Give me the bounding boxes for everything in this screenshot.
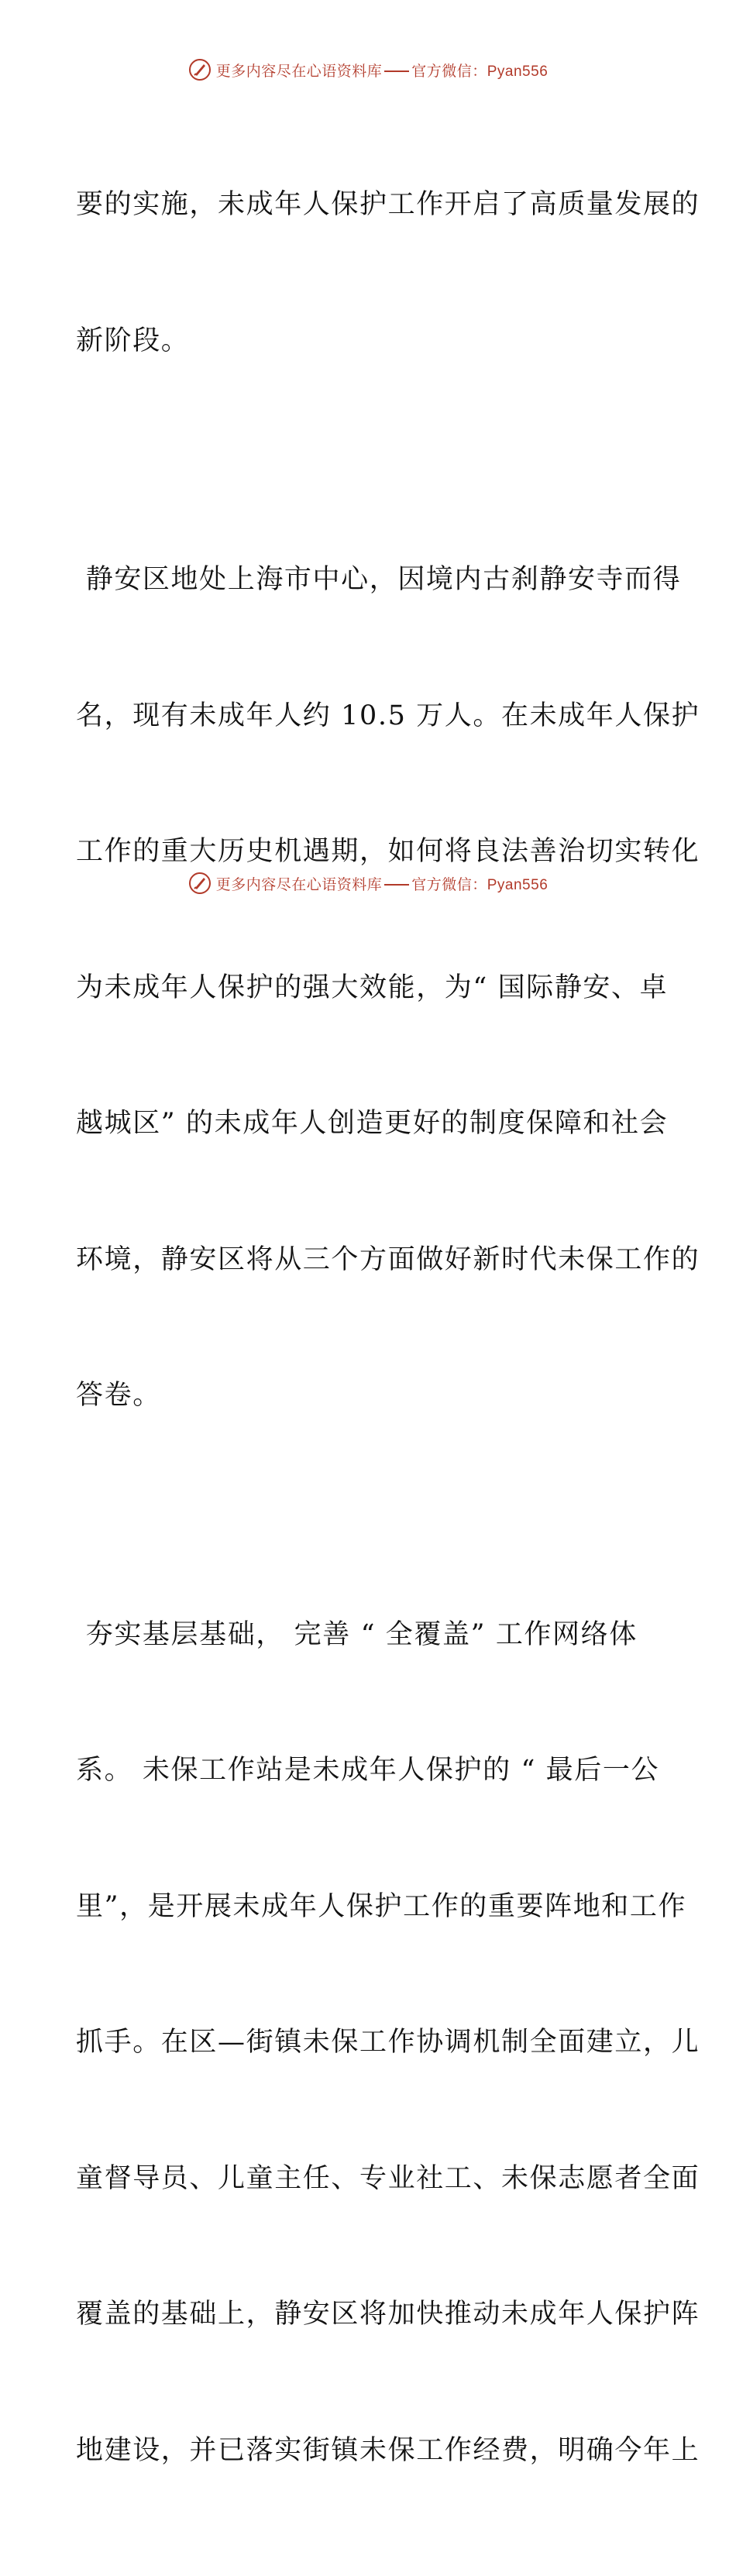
- text-line: 静安区地处上海市中心，因境内古刹静安寺而得: [76, 564, 682, 595]
- text-line: 工作的重大历史机遇期，如何将良法善治切实转化: [76, 836, 700, 867]
- text-line: 夯实基层基础， 完善 “ 全覆盖” 工作网络体: [76, 1618, 638, 1650]
- watermark-dash: [384, 884, 409, 886]
- text-line: 系。 未保工作站是未成年人保护的 “ 最后一公: [76, 1755, 660, 1786]
- quill-logo-icon: [188, 872, 212, 895]
- paragraph-1: [76, 91, 700, 454]
- text-line: 里”，是开展未成年人保护工作的重要阵地和工作: [76, 1890, 687, 1922]
- text-line: 名，现有未成年人约 10.5 万人。在未成年人保护: [76, 700, 700, 731]
- text-line: 新阶段。: [76, 325, 190, 356]
- text-line: 环境，静安区将从三个方面做好新时代未保工作的: [76, 1243, 700, 1275]
- watermark-dash: [384, 71, 409, 72]
- text-line: 答卷。: [76, 1380, 161, 1411]
- text-line: 要的实施，未成年人保护工作开启了高质量发展的: [76, 189, 700, 220]
- text-line: 为未成年人保护的强大效能，为“ 国际静安、卓: [76, 972, 669, 1003]
- watermark-text: 更多内容尽在心语资料库 官方微信：Pyan556: [215, 875, 549, 893]
- text-line: 童督导员、儿童主任、专业社工、未保志愿者全面: [76, 2162, 700, 2194]
- paragraph-3: [76, 1522, 700, 2564]
- paragraph-2: [76, 466, 700, 1509]
- text-line: 地建设，并已落实街镇未保工作经费，明确今年上: [76, 2434, 700, 2466]
- watermark-text: 更多内容尽在心语资料库 官方微信：Pyan556: [215, 62, 549, 80]
- document-body: [76, 91, 700, 2576]
- text-line: 越城区” 的未成年人创造更好的制度保障和社会: [76, 1108, 669, 1139]
- header-watermark: [0, 54, 736, 85]
- quill-logo-icon: [188, 58, 212, 81]
- footer-watermark: [0, 868, 736, 899]
- text-line: 抓手。在区—街镇未保工作协调机制全面建立，儿: [76, 2027, 700, 2058]
- text-line: 覆盖的基础上，静安区将加快推动未成年人保护阵: [76, 2299, 700, 2330]
